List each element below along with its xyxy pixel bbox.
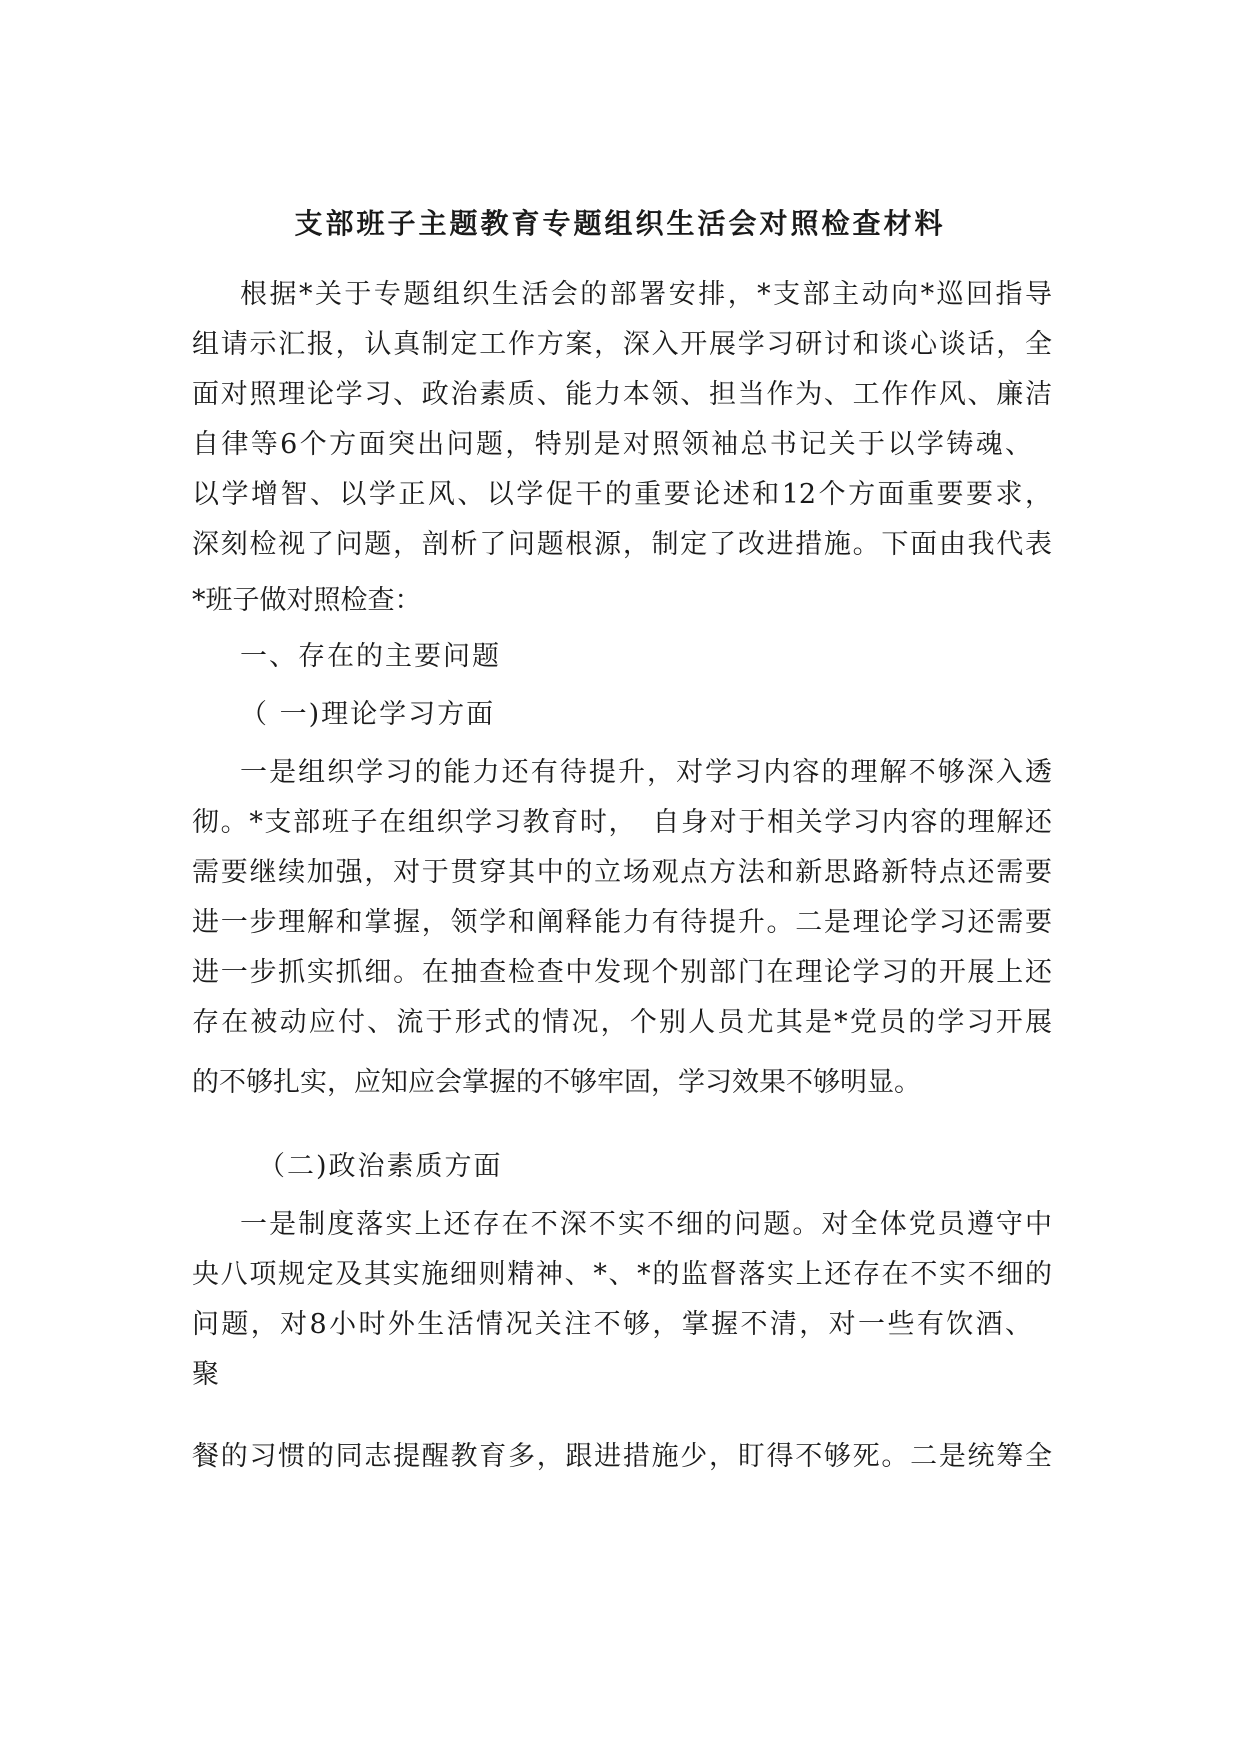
intro-line-5: 以学增智、以学正风、以学促干的重要论述和12个方面重要要求， [192,479,1052,510]
subsection-heading-political-quality: （二)政治素质方面 [258,1151,503,1182]
sub1-line-3: 需要继续加强，对于贯穿其中的立场观点方法和新思路新特点还需要 [192,857,1052,888]
sub1-line-4: 进一步理解和掌握，领学和阐释能力有待提升。二是理论学习还需要 [192,907,1052,938]
sub1-line-2: 彻。*支部班子在组织学习教育时， 自身对于相关学习内容的理解还 [192,807,1052,838]
intro-line-1: 根据*关于专题组织生活会的部署安排，*支部主动向*巡回指导 [240,279,1052,310]
document-title: 支部班子主题教育专题组织生活会对照检查材料 [294,207,946,240]
intro-line-3: 面对照理论学习、政治素质、能力本领、担当作为、工作作风、廉洁 [192,379,1052,410]
sub2-line-2: 央八项规定及其实施细则精神、*、*的监督落实上还存在不实不细的 [192,1259,1052,1290]
section-heading-main-problems: 一、存在的主要问题 [240,641,501,672]
sub2-line-5: 餐的习惯的同志提醒教育多，跟进措施少，盯得不够死。二是统筹全 [192,1441,1052,1472]
sub2-line-1: 一是制度落实上还存在不深不实不细的问题。对全体党员遵守中 [240,1209,1052,1240]
intro-line-4: 自律等6个方面突出问题，特别是对照领袖总书记关于以学铸魂、 [192,429,1032,460]
sub1-line-5: 进一步抓实抓细。在抽查检查中发现个别部门在理论学习的开展上还 [192,957,1052,988]
sub1-line-1: 一是组织学习的能力还有待提升，对学习内容的理解不够深入透 [240,757,1052,788]
sub2-line-4: 聚 [192,1359,219,1390]
intro-line-6: 深刻检视了问题，剖析了问题根源，制定了改进措施。下面由我代表 [192,529,1052,560]
intro-line-2: 组请示汇报，认真制定工作方案，深入开展学习研讨和谈心谈话，全 [192,329,1052,360]
sub1-line-7: 的不够扎实，应知应会掌握的不够牢固，学习效果不够明显。 [192,1067,921,1098]
intro-line-7: *班子做对照检查： [192,585,422,616]
sub2-line-3: 问题，对8小时外生活情况关注不够，掌握不清，对一些有饮酒、 [192,1309,1032,1340]
subsection-heading-theory-study: （ 一)理论学习方面 [240,699,496,730]
sub1-line-6: 存在被动应付、流于形式的情况，个别人员尤其是*党员的学习开展 [192,1007,1052,1038]
